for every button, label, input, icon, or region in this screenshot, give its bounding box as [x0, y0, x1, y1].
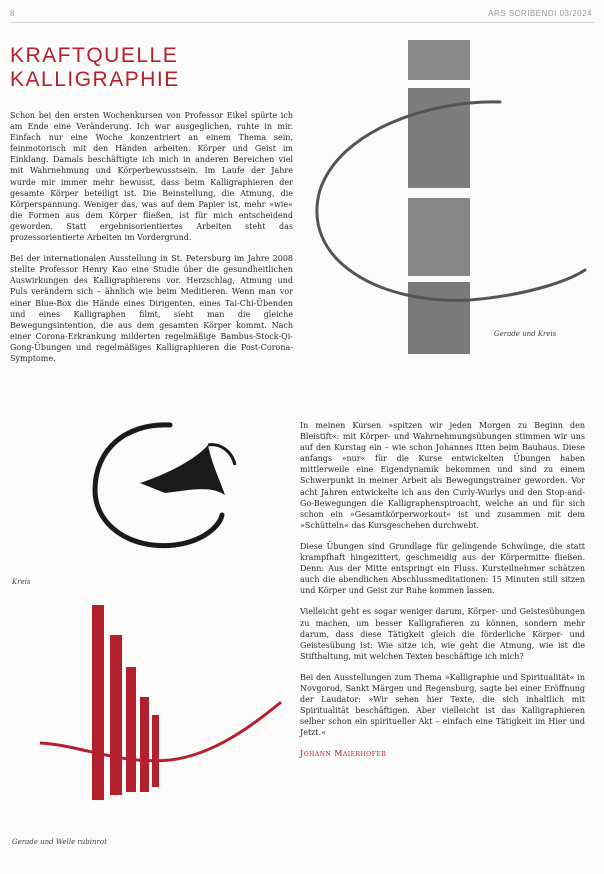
vertical-red-bar: [92, 605, 104, 800]
artwork-gerade-und-kreis: [300, 30, 600, 370]
paragraph: Vielleicht geht es sogar weniger darum, Körper- und Geistesübungen zu machen, um besser Kalligrafieren zu können, sondern mehr darum, dass diese Tätigkeit gleich die förderliche Körper- und Geistesübung ist: Wie sitze ich, wie geht die Atmung, wie ist die Stifthaltung, mit welchen Texten beschäftige ich mich?: [300, 607, 585, 661]
artwork-kreis: [70, 405, 270, 565]
vertical-red-bar: [140, 697, 149, 792]
caption-gerade-und-welle: Gerade und Welle rubinrot: [12, 838, 107, 846]
paragraph: Bei den Ausstellungen zum Thema »Kalligraphie und Spiritualität« in Novgorod, Sankt Märgen und Regensburg, sagte bei einer Eröffnung der Laudator: »Wir sehen hier Texte, die sich inhaltlich mit Spiritualität beschäftigen. Aber vielleicht ist das Kalligraphieren selber schon ein spiritueller Akt – einfach eine Tätigkeit im Hier und Jetzt.«: [300, 672, 585, 738]
article-title: KRAFTQUELLE KALLIGRAPHIE: [10, 44, 180, 91]
vertical-stroke-segment: [408, 282, 470, 354]
bird-shape-stroke: [140, 445, 225, 495]
paragraph: Bei der internationalen Ausstellung in St. Petersburg im Jahre 2008 stellte Professor Henry Kao eine Studie über die gesundheitlichen Auswirkungen des Kalligraphierens vor. Herzschlag, Atmung und Puls verändern sich – ähnlich wie beim Meditieren. Wenn man vor einer Blue-Box die Hände eines Dirigenten, eines Tai-Chi-Übenden und eines Kalligraphen filmt, sieht man die gleiche Bewegungsintention, die aus dem gesamten Körper kommt. Nach einer Corona-Erkrankung milderten regelmäßige Bambus-Stock-Qi-Gong-Übungen und regelmäßiges Kalligraphieren die Post-Corona-Symptome.: [10, 254, 293, 363]
caption-gerade-und-kreis: Gerade und Kreis: [494, 330, 557, 338]
artwork-gerade-und-welle: [40, 595, 290, 815]
author-name: Johann Maierhofer: [300, 749, 387, 759]
paragraph: Schon bei den ersten Wochenkursen von Professor Eikel spürte ich am Ende eine Veränderung. Ich war ausgeglichen, ruhte in mir. Einfach nur eine Woche konzentriert an einem Thema sein, feinmotorisch mit den Händen arbeiten. Körper und Geist im Einklang. Damals beschäftigte ich mich in anderen Bereichen viel mit Wahrnehmung und Körperbewusstsein. Im Laufe der Jahre wurde mir immer mehr bewusst, dass beim Kalligraphieren der gesamte Körper beteiligt ist. Die Beinstellung, die Atmung, die Körperspannung. Weniger das, was auf dem Papier ist, mehr »wie« die Formen aus dem Körper fließen, ist für mich entscheidend geworden. Statt ergebnisorientiertes Arbeiten steht das prozessorientierte Arbeiten im Vordergrund.: [10, 111, 293, 243]
vertical-stroke-segment: [408, 198, 470, 276]
header-rule: [10, 22, 594, 23]
vertical-red-bar: [126, 667, 136, 792]
vertical-red-bar: [110, 635, 122, 795]
vertical-stroke-segment: [408, 40, 470, 80]
paragraph: In meinen Kursen »spitzen wir jeden Morgen zu Beginn den Bleistift«: mit Körper- und Wahrnehmungsübungen stimmen wir uns auf den Kurstag ein – wie schon Johannes Itten beim Bauhaus. Diese anfangs »nur« für die Kurse entwickelten Übungen haben mittlerweile eine Eigendynamik bekommen und sind zu einem Schwerpunkt in meiner Arbeit als Bewegungstrainer geworden. Vor acht Jahren entwickelte ich aus den Curly-Wurlys und den Stop-and-Go-Bewegungen die Kalligraphenspiroacht, welche an und für sich schon ein »Gesamtkörperworkout« ist und zusammen mit dem »Schütteln« das Kursgeschehen durchwebt.: [300, 421, 585, 530]
right-column: [300, 420, 585, 760]
vertical-red-bar: [152, 715, 159, 787]
caption-kreis: Kreis: [12, 578, 31, 586]
page-number: 8: [10, 9, 15, 18]
running-head: ARS SCRIBENDI 03/2024: [488, 9, 592, 18]
left-column: [10, 110, 293, 374]
paragraph: Diese Übungen sind Grundlage für gelingende Schwünge, die statt krampfhaft hingezittert, geschmeidig aus der Körpermitte fließen. Denn: Aus der Mitte entspringt ein Fluss. Kursteilnehmer schätzen auch die abendlichen Abschlussmeditationen: 15 Minuten still sitzen und Körper und Geist zur Ruhe kommen lassen.: [300, 541, 585, 596]
wave-red-stroke: [40, 703, 280, 761]
